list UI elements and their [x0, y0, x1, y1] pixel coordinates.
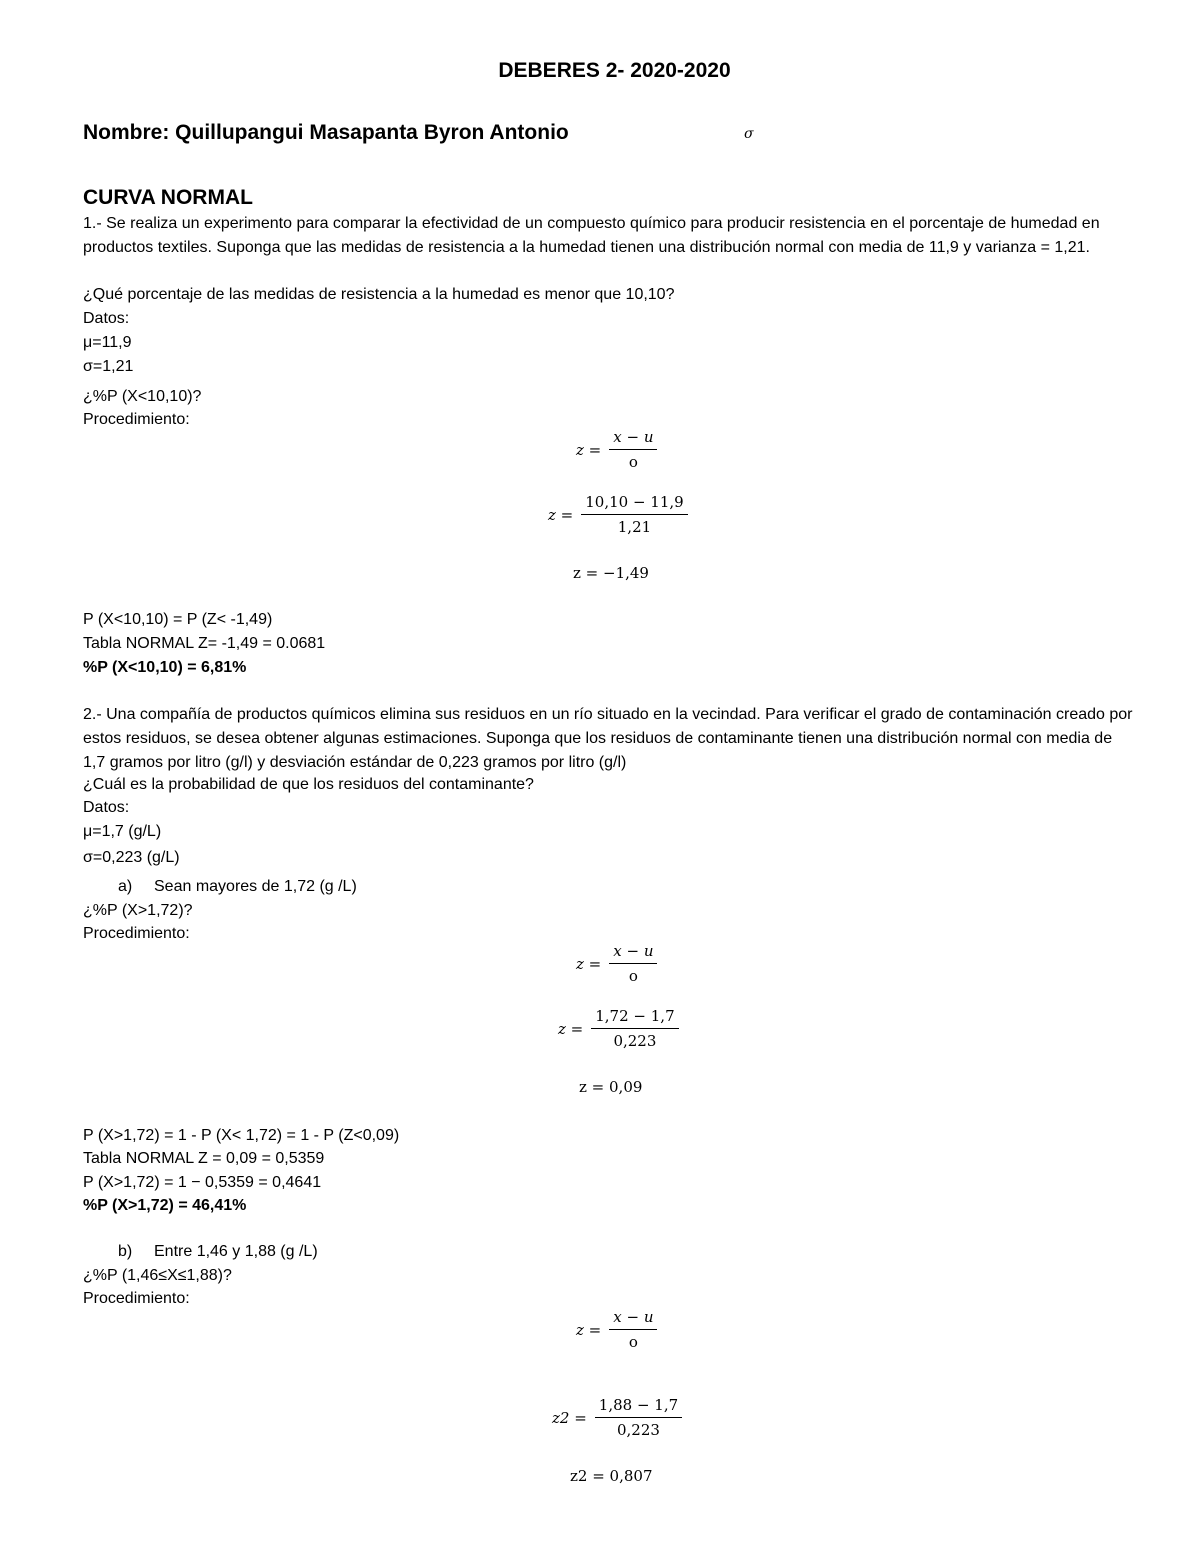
- section-title: CURVA NORMAL: [83, 186, 253, 209]
- formula-denominator: o: [628, 453, 638, 471]
- part-a-result-2: Tabla NORMAL Z = 0,09 = 0,5359: [83, 1150, 325, 1167]
- part-b-marker: b): [118, 1243, 133, 1260]
- problem-1-datos-label: Datos:: [83, 310, 130, 327]
- formula-numerator: x − u: [609, 942, 657, 964]
- part-b-substitution: [552, 1396, 682, 1439]
- problem-1-substitution: [548, 493, 688, 536]
- document-title: DEBERES 2- 2020-2020: [498, 59, 731, 82]
- formula-fraction: [591, 1007, 678, 1050]
- formula-numerator: x − u: [609, 1308, 657, 1330]
- formula-numerator: 1,72 − 1,7: [591, 1007, 678, 1029]
- formula-lhs: z2 =: [552, 1408, 587, 1427]
- problem-1-procedure-label: Procedimiento:: [83, 411, 190, 428]
- formula-denominator: o: [628, 967, 638, 985]
- formula-numerator: 10,10 − 11,9: [581, 493, 687, 515]
- part-b-procedure-label: Procedimiento:: [83, 1290, 190, 1307]
- problem-1-z-result: z = −1,49: [573, 564, 649, 582]
- formula-denominator: o: [628, 1333, 638, 1351]
- part-a-result-1: P (X>1,72) = 1 - P (X< 1,72) = 1 - P (Z<0,09): [83, 1127, 400, 1144]
- part-b-z-result: z2 = 0,807: [570, 1467, 653, 1485]
- formula-numerator: x − u: [609, 428, 657, 450]
- problem-2-sigma: σ=0,223 (g/L): [83, 849, 180, 866]
- part-b-ask: ¿%P (1,46≤X≤1,88)?: [83, 1267, 232, 1284]
- formula-fraction: [595, 1396, 682, 1439]
- part-a-result-3: P (X>1,72) = 1 − 0,5359 = 0,4641: [83, 1174, 322, 1191]
- formula-denominator: 1,21: [617, 518, 652, 536]
- problem-1-result-2: Tabla NORMAL Z= -1,49 = 0.0681: [83, 635, 326, 652]
- problem-1-result-1: P (X<10,10) = P (Z< -1,49): [83, 611, 273, 628]
- formula-lhs: z =: [548, 505, 574, 524]
- formula-fraction: [609, 942, 657, 985]
- part-a-procedure-label: Procedimiento:: [83, 925, 190, 942]
- formula-numerator: 1,88 − 1,7: [595, 1396, 682, 1418]
- problem-1-statement: 1.- Se realiza un experimento para comparar la efectividad de un compuesto químico para producir resistencia en el porcentaje de humedad en productos textiles. Suponga que las medidas de resistencia a la humedad tienen una distribución normal con media de 11,9 y varianza = 1,21.: [83, 215, 1100, 256]
- part-a-marker: a): [118, 878, 133, 895]
- part-a-substitution: [558, 1007, 679, 1050]
- part-b-text: Entre 1,46 y 1,88 (g /L): [154, 1243, 318, 1260]
- formula-fraction: [609, 428, 657, 471]
- part-a-answer: %P (X>1,72) = 46,41%: [83, 1197, 247, 1214]
- formula-lhs: z =: [576, 1320, 602, 1339]
- formula-denominator: 0,223: [617, 1421, 660, 1439]
- formula-fraction: [581, 493, 687, 536]
- problem-2-question: ¿Cuál es la probabilidad de que los residuos del contaminante?: [83, 776, 534, 793]
- problem-2-mean: μ=1,7 (g/L): [83, 823, 162, 840]
- formula-lhs: z =: [576, 954, 602, 973]
- problem-1-ask: ¿%P (X<10,10)?: [83, 388, 202, 405]
- formula-fraction: [609, 1308, 657, 1351]
- student-name: Nombre: Quillupangui Masapanta Byron Antonio: [83, 121, 569, 144]
- formula-lhs: z =: [576, 440, 602, 459]
- problem-1-sigma: σ=1,21: [83, 358, 134, 375]
- problem-1-question: ¿Qué porcentaje de las medidas de resistencia a la humedad es menor que 10,10?: [83, 286, 675, 303]
- formula-denominator: 0,223: [613, 1032, 657, 1050]
- problem-2-statement: 2.- Una compañía de productos químicos elimina sus residuos en un río situado en la vecindad. Para verificar el grado de contaminación creado por estos residuos, se desea obtener algunas estimaciones. Suponga que los residuos de contaminante tienen una distribución normal con media de 1,7 gramos por litro (g/l) y desviación estándar de 0,223 gramos por litro (g/l): [83, 706, 1133, 771]
- problem-2-datos-label: Datos:: [83, 799, 130, 816]
- part-a-z-result: z = 0,09: [579, 1078, 643, 1096]
- problem-1-answer: %P (X<10,10) = 6,81%: [83, 659, 247, 676]
- part-b-formula: [576, 1308, 657, 1351]
- part-a-ask: ¿%P (X>1,72)?: [83, 902, 193, 919]
- part-a-text: Sean mayores de 1,72 (g /L): [154, 878, 357, 895]
- problem-1-formula: [576, 428, 657, 471]
- part-a-formula: [576, 942, 657, 985]
- sigma-symbol: σ: [744, 126, 754, 142]
- formula-lhs: z =: [558, 1019, 584, 1038]
- problem-1-mean: μ=11,9: [83, 334, 132, 351]
